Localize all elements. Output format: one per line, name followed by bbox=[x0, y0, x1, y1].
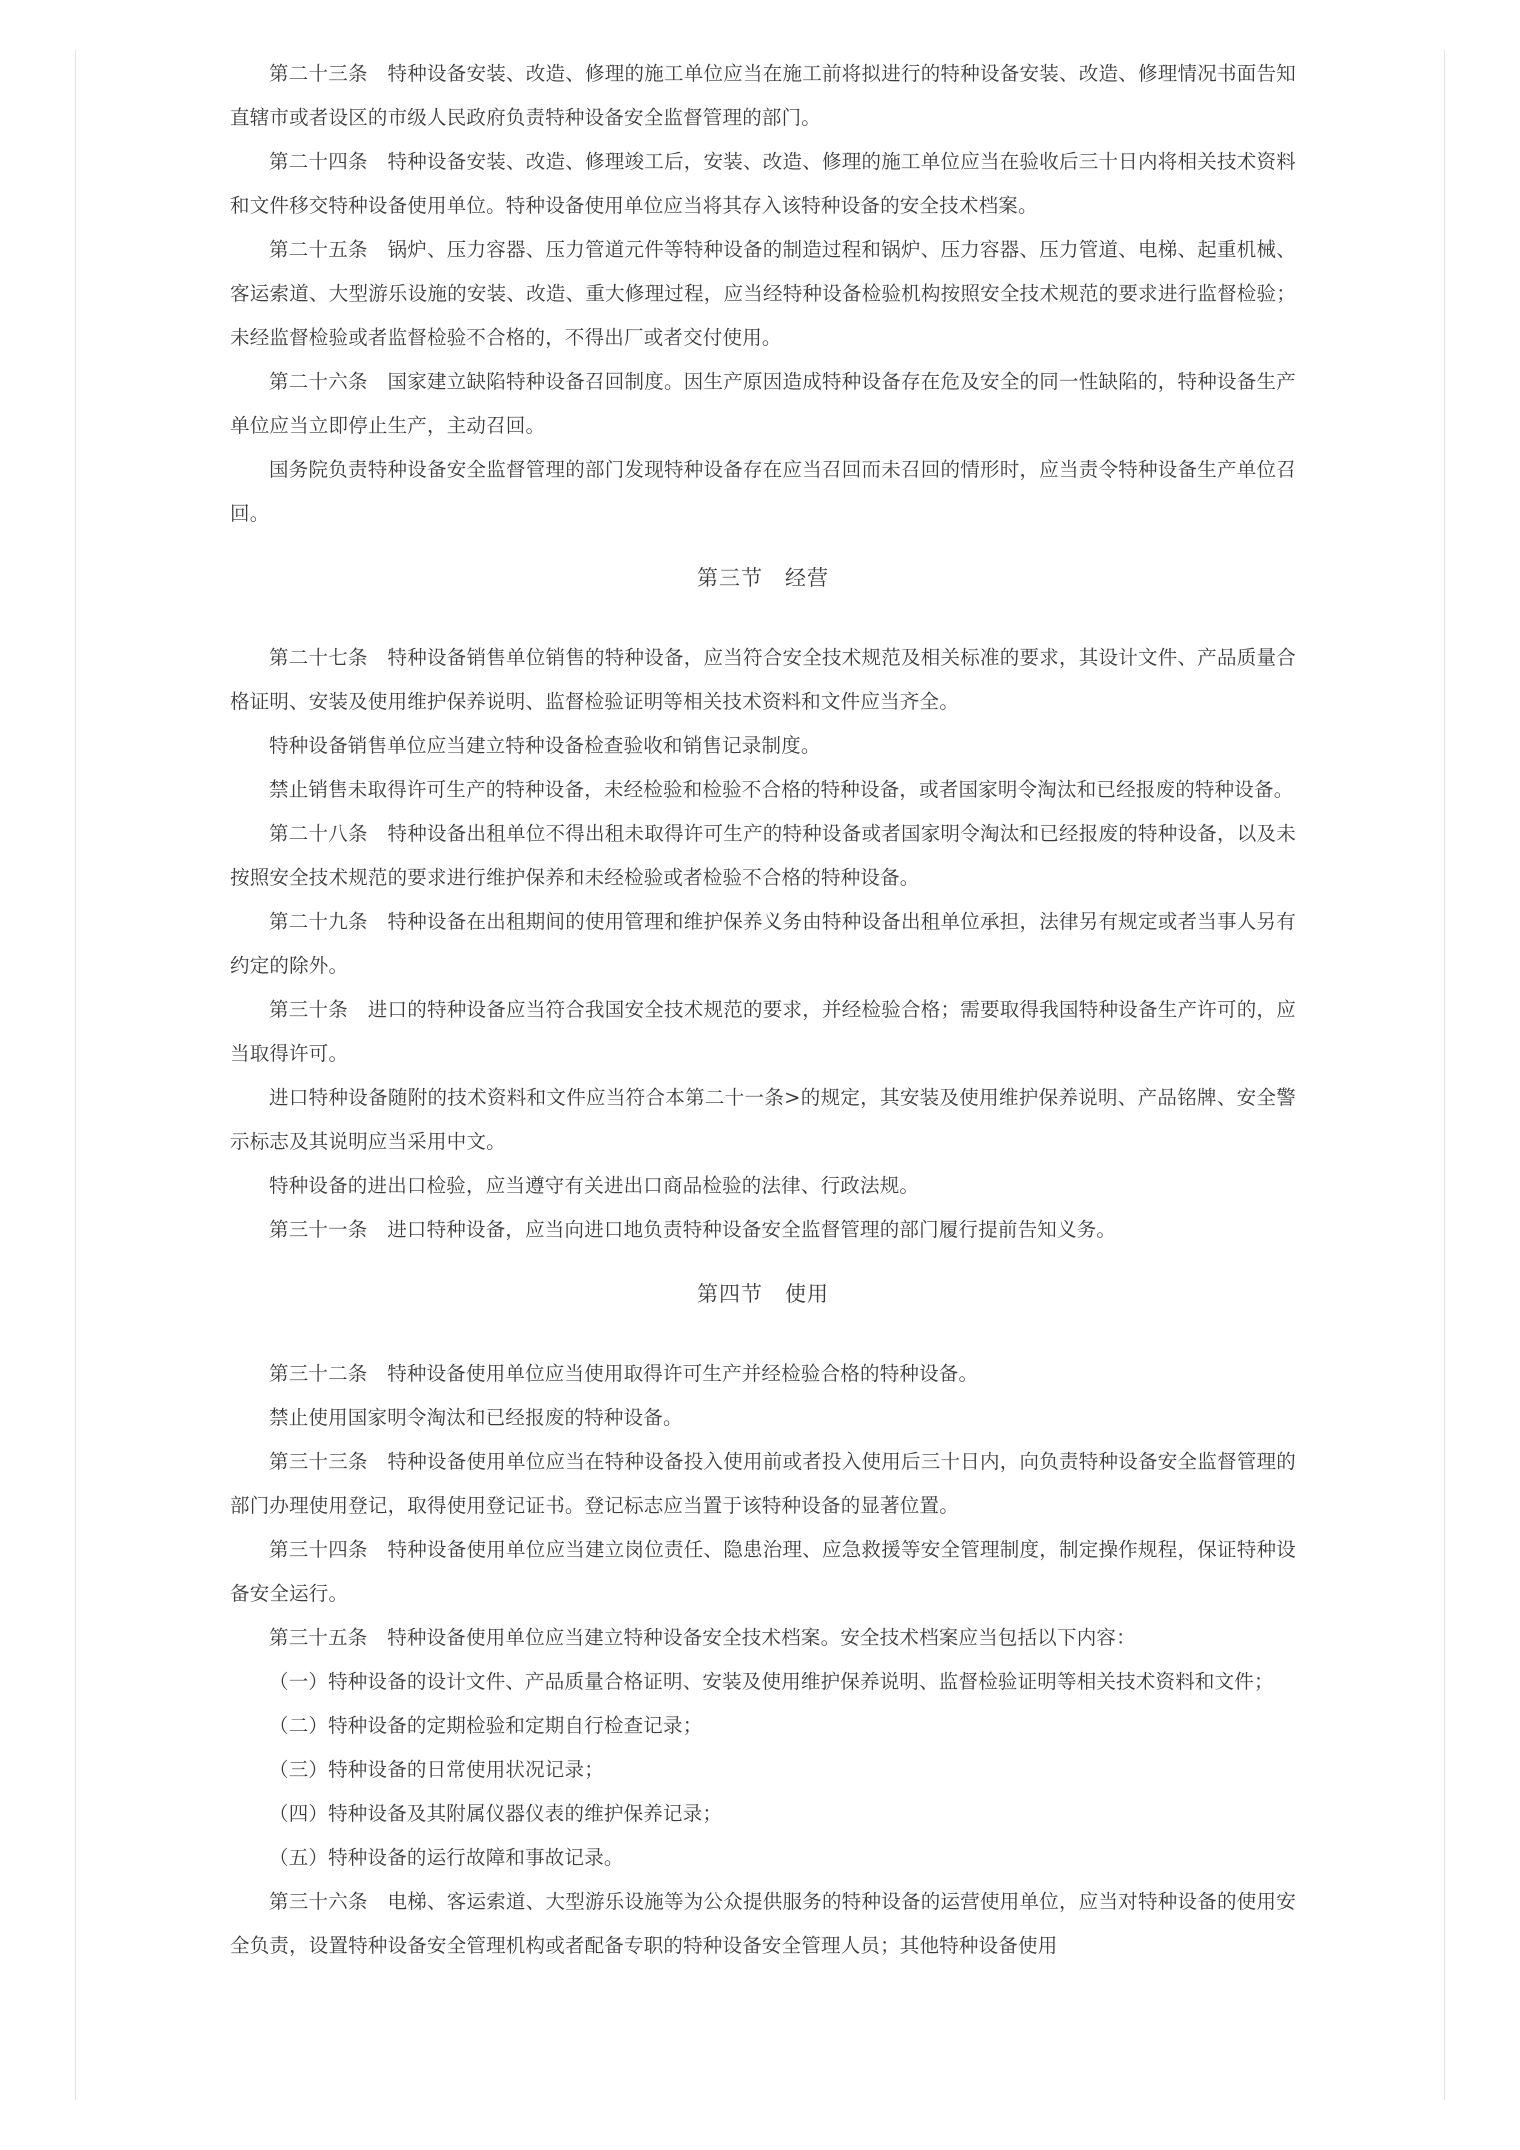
article-25: 第二十五条 锅炉、压力容器、压力管道元件等特种设备的制造过程和锅炉、压力容器、压力管道、电梯、起重机械、客运索道、大型游乐设施的安装、改造、重大修理过程，应当经特种设备检验机构按照安全技术规范的要求进行监督检验；未经监督检验或者监督检验不合格的，不得出厂或者交付使用。 bbox=[230, 238, 1296, 349]
article-30: 第三十条 进口的特种设备应当符合我国安全技术规范的要求，并经检验合格；需要取得我国特种设备生产许可的，应当取得许可。 bbox=[230, 998, 1296, 1065]
article-32: 第三十二条 特种设备使用单位应当使用取得许可生产并经检验合格的特种设备。 bbox=[269, 1362, 979, 1385]
article-27-clause-3: 禁止销售未取得许可生产的特种设备，未经检验和检验不合格的特种设备，或者国家明令淘汰和已经报废的特种设备。 bbox=[269, 778, 1294, 801]
article-35-item-1: （一）特种设备的设计文件、产品质量合格证明、安装及使用维护保养说明、监督检验证明等相关技术资料和文件； bbox=[269, 1670, 1274, 1693]
article-23: 第二十三条 特种设备安装、改造、修理的施工单位应当在施工前将拟进行的特种设备安装、改造、修理情况书面告知直辖市或者设区的市级人民政府负责特种设备安全监督管理的部门。 bbox=[230, 62, 1296, 129]
article-35-item-4: （四）特种设备及其附属仪器仪表的维护保养记录； bbox=[269, 1802, 723, 1825]
article-35: 第三十五条 特种设备使用单位应当建立特种设备安全技术档案。安全技术档案应当包括以下内容： bbox=[269, 1626, 1136, 1649]
article-29: 第二十九条 特种设备在出租期间的使用管理和维护保养义务由特种设备出租单位承担，法律另有规定或者当事人另有约定的除外。 bbox=[230, 910, 1296, 977]
section-3-heading: 第三节 经营 bbox=[697, 566, 829, 590]
article-30-clause-2: 进口特种设备随附的技术资料和文件应当符合本第二十一条>的规定，其安装及使用维护保养说明、产品铭牌、安全警示标志及其说明应当采用中文。 bbox=[230, 1086, 1296, 1153]
article-34: 第三十四条 特种设备使用单位应当建立岗位责任、隐患治理、应急救援等安全管理制度，制定操作规程，保证特种设备安全运行。 bbox=[230, 1538, 1296, 1605]
article-35-item-5: （五）特种设备的运行故障和事故记录。 bbox=[269, 1846, 624, 1869]
document-body bbox=[230, 52, 1296, 1968]
article-33: 第三十三条 特种设备使用单位应当在特种设备投入使用前或者投入使用后三十日内，向负责特种设备安全监督管理的部门办理使用登记，取得使用登记证书。登记标志应当置于该特种设备的显著位置。 bbox=[230, 1450, 1296, 1517]
section-4-heading: 第四节 使用 bbox=[697, 1282, 829, 1306]
article-32-clause-2: 禁止使用国家明令淘汰和已经报废的特种设备。 bbox=[269, 1406, 683, 1429]
article-28: 第二十八条 特种设备出租单位不得出租未取得许可生产的特种设备或者国家明令淘汰和已经报废的特种设备，以及未按照安全技术规范的要求进行维护保养和未经检验或者检验不合格的特种设备。 bbox=[230, 822, 1296, 889]
article-24: 第二十四条 特种设备安装、改造、修理竣工后，安装、改造、修理的施工单位应当在验收后三十日内将相关技术资料和文件移交特种设备使用单位。特种设备使用单位应当将其存入该特种设备的安全技术档案。 bbox=[230, 150, 1296, 217]
left-margin-line bbox=[75, 50, 76, 2100]
article-30-clause-3: 特种设备的进出口检验，应当遵守有关进出口商品检验的法律、行政法规。 bbox=[269, 1174, 920, 1197]
article-35-item-2: （二）特种设备的定期检验和定期自行检查记录； bbox=[269, 1714, 703, 1737]
article-35-item-3: （三）特种设备的日常使用状况记录； bbox=[269, 1758, 604, 1781]
article-26-clause-2: 国务院负责特种设备安全监督管理的部门发现特种设备存在应当召回而未召回的情形时，应当责令特种设备生产单位召回。 bbox=[230, 458, 1296, 525]
article-36: 第三十六条 电梯、客运索道、大型游乐设施等为公众提供服务的特种设备的运营使用单位，应当对特种设备的使用安全负责，设置特种设备安全管理机构或者配备专职的特种设备安全管理人员；其他特种设备使用 bbox=[230, 1890, 1296, 1957]
right-margin-line bbox=[1444, 50, 1445, 2100]
article-27: 第二十七条 特种设备销售单位销售的特种设备，应当符合安全技术规范及相关标准的要求，其设计文件、产品质量合格证明、安装及使用维护保养说明、监督检验证明等相关技术资料和文件应当齐全。 bbox=[230, 646, 1296, 713]
article-31: 第三十一条 进口特种设备，应当向进口地负责特种设备安全监督管理的部门履行提前告知义务。 bbox=[269, 1218, 1117, 1241]
article-27-clause-2: 特种设备销售单位应当建立特种设备检查验收和销售记录制度。 bbox=[269, 734, 821, 757]
article-26: 第二十六条 国家建立缺陷特种设备召回制度。因生产原因造成特种设备存在危及安全的同一性缺陷的，特种设备生产单位应当立即停止生产，主动召回。 bbox=[230, 370, 1296, 437]
